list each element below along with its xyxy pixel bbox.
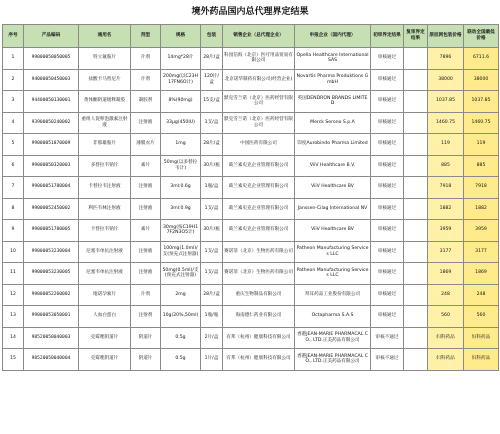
cell-package: 28片/盒: [201, 134, 223, 156]
cell-national-lowest-price: 1869: [464, 263, 499, 285]
cell-original-price: 7896: [428, 48, 464, 70]
cell-spec: 10g(20%,50ml): [161, 306, 201, 328]
cell-original-price: 560: [428, 306, 464, 328]
cell-index: 8: [3, 198, 24, 220]
cell-dosage-form: 凝胶剂: [131, 91, 161, 113]
cell-spec: 14mg*28片: [161, 48, 201, 70]
cell-original-price: 3959: [428, 220, 464, 242]
header-spec: 规格: [161, 25, 201, 48]
header-applicant: 申报企业（国内代理）: [295, 25, 371, 48]
cell-national-lowest-price: 885: [464, 155, 499, 177]
cell-index: 2: [3, 69, 24, 91]
cell-code: 94000050450003: [24, 69, 79, 91]
cell-generic-name: 多替拉韦钠片: [79, 155, 131, 177]
cell-original-price: 119: [428, 134, 464, 156]
cell-spec: 0.5g: [161, 349, 201, 371]
cell-sales-company: 默克雪兰诺（北京）医药经营有限公司: [223, 112, 295, 134]
cell-initial-result: 审核通过: [371, 284, 404, 306]
cell-original-price: 3177: [428, 241, 464, 263]
cell-index: 13: [3, 306, 24, 328]
table-row: [3, 134, 499, 156]
cell-initial-result: 审核通过: [371, 177, 404, 199]
cell-package: 1支/盒: [201, 263, 223, 285]
cell-code: 99000052450002: [24, 198, 79, 220]
cell-review-result: [404, 349, 428, 371]
cell-applicant: Merck Serono S.p.A: [295, 112, 371, 134]
cell-applicant: Novartis Pharma Produktions GmbH: [295, 69, 371, 91]
cell-spec: 3ml:0.6g: [161, 177, 201, 199]
cell-initial-result: 审核不通过: [371, 327, 404, 349]
cell-package: 1支/盒: [201, 198, 223, 220]
header-sales-company: 销售企业（总代理企业）: [223, 25, 295, 48]
cell-initial-result: 审核通过: [371, 198, 404, 220]
cell-sales-company: 有邦（杭州）健康科技有限公司: [223, 349, 295, 371]
cell-review-result: [404, 155, 428, 177]
cell-package: 1片/盒: [201, 349, 223, 371]
cell-spec: 0.5g: [161, 327, 201, 349]
cell-package: 1支/盒: [201, 112, 223, 134]
cell-national-lowest-price: 38000: [464, 69, 499, 91]
cell-generic-name: 黄体酮阴道缓释凝胶: [79, 91, 131, 113]
cell-applicant: 拜耳药品工业股份有限公司: [295, 284, 371, 306]
header-code: 产品编码: [24, 25, 79, 48]
cell-dosage-form: 注射剂: [131, 306, 161, 328]
cell-original-price: 1882: [428, 198, 464, 220]
cell-original-price: 妇科药品: [428, 327, 464, 349]
cell-generic-name: 人血白蛋白: [79, 306, 131, 328]
page-title: 境外药品国内总代理界定结果: [191, 7, 309, 17]
cell-generic-name: 重组人促卵泡激素注射液: [79, 112, 131, 134]
cell-code: 99000053230004: [24, 241, 79, 263]
cell-applicant: 英国DENDRON BRANDS LIMITED: [295, 91, 371, 113]
header-initial-result: 初审界定结果: [371, 25, 404, 48]
cell-sales-company: 有邦（杭州）健康科技有限公司: [223, 327, 295, 349]
cell-original-price: 885: [428, 155, 464, 177]
cell-initial-result: 审核通过: [371, 155, 404, 177]
cell-package: 15支/盒: [201, 91, 223, 113]
cell-code: 99000052260002: [24, 284, 79, 306]
cell-code: 99000051780004: [24, 177, 79, 199]
cell-sales-company: 北京诺华制药有限公司(经营企业): [223, 69, 295, 91]
cell-spec: 1mg: [161, 134, 201, 156]
cell-package: 1支/盒: [201, 241, 223, 263]
cell-initial-result: 审核通过: [371, 112, 404, 134]
cell-spec: 3ml:0.9g: [161, 198, 201, 220]
cell-sales-company: 重庆生物制品有限公司: [223, 284, 295, 306]
cell-index: 7: [3, 177, 24, 199]
cell-index: 4: [3, 112, 24, 134]
cell-national-lowest-price: 6711.6: [464, 48, 499, 70]
cell-index: 3: [3, 91, 24, 113]
cell-generic-name: 尼塞韦单抗注射液: [79, 263, 131, 285]
cell-sales-company: 葛兰素史克企业管理有限公司: [223, 220, 295, 242]
cell-applicant: Opella Healthcare International SAS: [295, 48, 371, 70]
cell-index: 12: [3, 284, 24, 306]
cell-package: 30片/瓶: [201, 220, 223, 242]
cell-review-result: [404, 327, 428, 349]
cell-original-price: 1460.75: [428, 112, 464, 134]
cell-dosage-form: 阴道片: [131, 327, 161, 349]
cell-spec: 30mg(按C19H17F2N3O5计): [161, 220, 201, 242]
cell-initial-result: 审核通过: [371, 91, 404, 113]
cell-dosage-form: 片剂: [131, 48, 161, 70]
cell-dosage-form: 片剂: [131, 69, 161, 91]
cell-code: 99000051870009: [24, 134, 79, 156]
cell-generic-name: 克霉唑阴道片: [79, 327, 131, 349]
table-row: [3, 349, 499, 371]
cell-index: 5: [3, 134, 24, 156]
cell-initial-result: 审核通过: [371, 134, 404, 156]
cell-initial-result: 审核通过: [371, 241, 404, 263]
cell-generic-name: 非那雄胺片: [79, 134, 131, 156]
cell-code: 99000050050005: [24, 48, 79, 70]
cell-dosage-form: 注射液: [131, 177, 161, 199]
cell-dosage-form: 注射液: [131, 241, 161, 263]
header-package: 包装: [201, 25, 223, 48]
header-dosage-form: 剂型: [131, 25, 161, 48]
cell-dosage-form: 薄膜衣片: [131, 134, 161, 156]
cell-applicant: Patheon Manufacturing Services LLC: [295, 241, 371, 263]
cell-applicant: Janssen-Cilag International NV: [295, 198, 371, 220]
cell-initial-result: 审核通过: [371, 306, 404, 328]
cell-original-price: 1037.85: [428, 91, 464, 113]
cell-index: 10: [3, 241, 24, 263]
cell-package: 28片/盒: [201, 48, 223, 70]
cell-original-price: 7918: [428, 177, 464, 199]
cell-sales-company: 中国医药有限公司: [223, 134, 295, 156]
cell-national-lowest-price: 妇科药品: [464, 327, 499, 349]
cell-review-result: [404, 112, 428, 134]
cell-index: 11: [3, 263, 24, 285]
cell-review-result: [404, 263, 428, 285]
cell-package: 28片/盒: [201, 284, 223, 306]
cell-spec: 33μg(450IU): [161, 112, 201, 134]
cell-applicant: ViiV Healthcare BV: [295, 177, 371, 199]
result-table: [2, 24, 499, 371]
cell-sales-company: 科园信海（北京）医疗用品贸易有限公司: [223, 48, 295, 70]
cell-package: 120片/盒: [201, 69, 223, 91]
cell-applicant: Patheon Manufacturing Services LLC: [295, 263, 371, 285]
table-row: [3, 306, 499, 328]
table-body: [3, 48, 499, 371]
cell-dosage-form: 注射液: [131, 112, 161, 134]
cell-package: 1瓶/瓶: [201, 306, 223, 328]
cell-original-price: 248: [428, 284, 464, 306]
cell-dosage-form: 注射液: [131, 198, 161, 220]
cell-initial-result: 审核通过: [371, 48, 404, 70]
header-original-price: 原挂网包装价格: [428, 25, 464, 48]
header-review-result: 复审界定结果: [404, 25, 428, 48]
cell-dosage-form: 注射液: [131, 263, 161, 285]
cell-applicant: 香港JEAN-MARIE PHARMACAL CO., LTD.正美药品有限公司: [295, 327, 371, 349]
cell-review-result: [404, 220, 428, 242]
cell-spec: 200mg(以C23H17FN6O计): [161, 69, 201, 91]
cell-national-lowest-price: 1882: [464, 198, 499, 220]
cell-applicant: ViiV Healthcare B.V.: [295, 155, 371, 177]
cell-applicant: 香港JEAN-MARIE PHARMACAL CO., LTD.正美药品有限公司: [295, 349, 371, 371]
cell-sales-company: 默克雪兰诺（北京）医药经营有限公司: [223, 91, 295, 113]
cell-original-price: 38000: [428, 69, 464, 91]
cell-index: 6: [3, 155, 24, 177]
cell-code: 99000051780005: [24, 220, 79, 242]
cell-national-lowest-price: 1037.85: [464, 91, 499, 113]
cell-generic-name: 卡替拉韦注射液: [79, 177, 131, 199]
table-row: [3, 112, 499, 134]
cell-initial-result: 审核通过: [371, 263, 404, 285]
cell-review-result: [404, 306, 428, 328]
table-row: [3, 327, 499, 349]
table-row: [3, 177, 499, 199]
cell-initial-result: 审核通过: [371, 220, 404, 242]
header-row: [3, 25, 499, 48]
table-row: [3, 91, 499, 113]
cell-index: 15: [3, 349, 24, 371]
cell-spec: 50mg(0.5ml)/支(预充式注射器): [161, 263, 201, 285]
cell-applicant: ViiV Healthcare BV: [295, 220, 371, 242]
cell-national-lowest-price: 560: [464, 306, 499, 328]
cell-code: 94400050130001: [24, 91, 79, 113]
cell-code: 93900050240002: [24, 112, 79, 134]
cell-review-result: [404, 284, 428, 306]
table-row: [3, 220, 499, 242]
cell-review-result: [404, 177, 428, 199]
cell-generic-name: 盐酸卡马替尼片: [79, 69, 131, 91]
cell-generic-name: 克霉唑阴道片: [79, 349, 131, 371]
header-index: 序号: [3, 25, 24, 48]
cell-sales-company: 海南德仁药业有限公司: [223, 306, 295, 328]
cell-review-result: [404, 91, 428, 113]
cell-dosage-form: 素片: [131, 155, 161, 177]
cell-original-price: 妇科药品: [428, 349, 464, 371]
cell-code: 99000050320003: [24, 155, 79, 177]
table-row: [3, 263, 499, 285]
cell-national-lowest-price: 3959: [464, 220, 499, 242]
table-row: [3, 284, 499, 306]
table-row: [3, 241, 499, 263]
table-row: [3, 48, 499, 70]
cell-sales-company: 赛诺菲（北京）生物医药有限公司: [223, 241, 295, 263]
cell-initial-result: 审核通过: [371, 69, 404, 91]
cell-dosage-form: 素片: [131, 220, 161, 242]
cell-review-result: [404, 241, 428, 263]
cell-sales-company: 葛兰素史克企业管理有限公司: [223, 177, 295, 199]
cell-code: 99000053050001: [24, 306, 79, 328]
table-row: [3, 198, 499, 220]
cell-applicant: Octapharma S.A.S: [295, 306, 371, 328]
cell-review-result: [404, 48, 428, 70]
cell-package: 1瓶/盒: [201, 177, 223, 199]
cell-index: 1: [3, 48, 24, 70]
header-national-lowest-price: 联动全国最低价格: [464, 25, 499, 48]
cell-national-lowest-price: 1460.75: [464, 112, 499, 134]
cell-generic-name: 地诺孕素片: [79, 284, 131, 306]
cell-initial-result: 审核不通过: [371, 349, 404, 371]
cell-original-price: 1869: [428, 263, 464, 285]
cell-index: 9: [3, 220, 24, 242]
cell-code: 99000053230005: [24, 263, 79, 285]
cell-sales-company: 葛兰素史克企业管理有限公司: [223, 198, 295, 220]
cell-review-result: [404, 198, 428, 220]
cell-spec: 2mg: [161, 284, 201, 306]
cell-national-lowest-price: 248: [464, 284, 499, 306]
cell-national-lowest-price: 3177: [464, 241, 499, 263]
table-row: [3, 69, 499, 91]
cell-national-lowest-price: 119: [464, 134, 499, 156]
cell-national-lowest-price: 7918: [464, 177, 499, 199]
cell-index: 14: [3, 327, 24, 349]
cell-national-lowest-price: 妇科药品: [464, 349, 499, 371]
header-generic-name: 通用名: [79, 25, 131, 48]
table-row: [3, 155, 499, 177]
cell-generic-name: 卡替拉韦钠片: [79, 220, 131, 242]
cell-sales-company: 赛诺菲（北京）生物医药有限公司: [223, 263, 295, 285]
cell-generic-name: 尼塞韦单抗注射液: [79, 241, 131, 263]
cell-generic-name: 特立氟胺片: [79, 48, 131, 70]
cell-applicant: 印度Aurobindo Pharma Limited: [295, 134, 371, 156]
cell-generic-name: 利匹韦林注射液: [79, 198, 131, 220]
cell-dosage-form: 片剂: [131, 284, 161, 306]
cell-spec: 100mg(1.0ml)/支(预充式注射器): [161, 241, 201, 263]
cell-dosage-form: 阴道片: [131, 349, 161, 371]
cell-code: 98520050040004: [24, 349, 79, 371]
cell-review-result: [404, 69, 428, 91]
cell-review-result: [404, 134, 428, 156]
cell-spec: 50mg(以多替拉韦计): [161, 155, 201, 177]
cell-package: 2片/盒: [201, 327, 223, 349]
cell-package: 30片/瓶: [201, 155, 223, 177]
cell-code: 98520050040003: [24, 327, 79, 349]
cell-spec: 8%(90mg): [161, 91, 201, 113]
cell-sales-company: 葛兰素史克企业管理有限公司: [223, 155, 295, 177]
